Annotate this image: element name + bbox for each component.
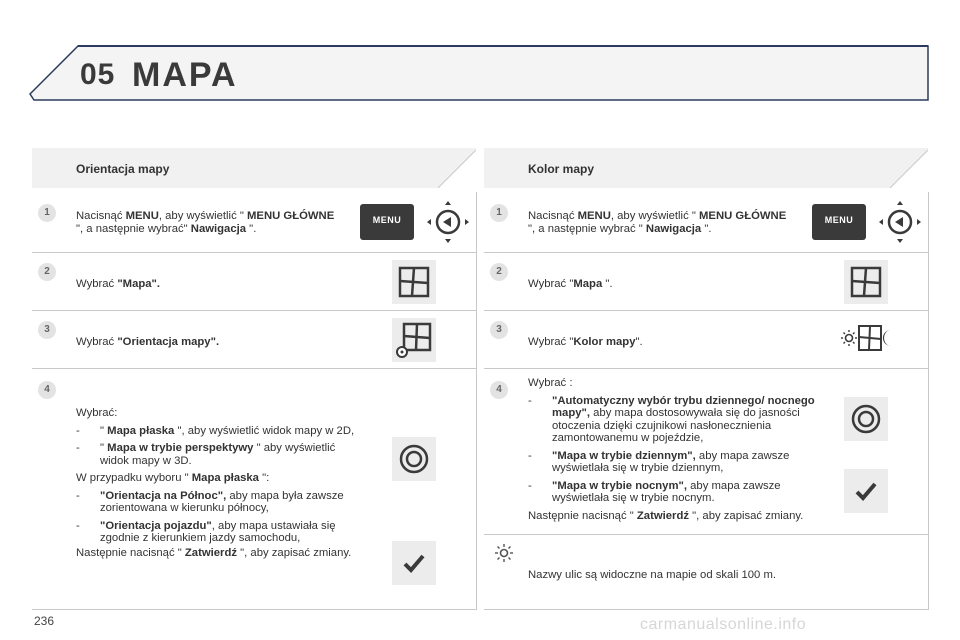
right-section-title: Kolor mapy: [528, 162, 595, 176]
right-step-2: [484, 252, 928, 311]
left-step-4-text: Wybrać: - " Mapa płaska ", aby wyświetlić widok mapy w 2D, - " Mapa w trybie perspektywy " aby wyświetlić widok mapy w 3D. W przypadku wyboru " Mapa płaska ": - "Orientacja na Północ", aby mapa była zawsze zorientowana w kierunku północy, - "Orientacja pojazdu", aby mapa ustawiała się zgodnie z kierunkiem jazdy samochodu, Następnie nacisnąć " Zatwierdź ", aby zapisać zmiany.: [76, 407, 355, 559]
note-text: Nazwy ulic są widoczne na mapie od skali 100 m.: [528, 569, 777, 581]
step-number: 2: [490, 263, 508, 281]
menu-button: MENU: [360, 204, 414, 240]
page-number: 236: [34, 614, 55, 628]
map-settings-icon-box: [392, 318, 436, 362]
right-step-1: [484, 192, 928, 252]
confirm-check-icon-box: [392, 541, 436, 585]
watermark: carmanualsonline.info: [640, 616, 807, 633]
step-number: 1: [490, 204, 508, 222]
right-note: [484, 534, 928, 609]
menu-button: MENU: [812, 204, 866, 240]
right-step-2-text: Wybrać "Mapa ".: [528, 278, 613, 290]
target-icon: [844, 397, 888, 441]
map-icon-box: [844, 260, 888, 304]
left-step-2: [32, 252, 476, 311]
right-step-3-text: Wybrać "Kolor mapy".: [528, 336, 643, 348]
confirm-check-icon-box: [844, 469, 888, 513]
check-icon: [392, 541, 436, 585]
chapter-title: MAPA: [132, 56, 238, 94]
left-step-2-text: Wybrać "Mapa".: [76, 278, 161, 290]
map-icon-box: [392, 260, 436, 304]
right-step-1-text: Nacisnąć MENU, aby wyświetlić " MENU GŁÓWNE ", a następnie wybrać " Nawigacja ".: [528, 210, 787, 235]
check-icon: [844, 469, 888, 513]
left-step-4: [32, 368, 476, 609]
right-step-4-text: Wybrać : - "Automatyczny wybór trybu dziennego/ nocnego mapy", aby mapa dostosowywała się do jasności otoczenia dzięki czujnikowi nasłonecznienia zamontowanemu w pojeździe, - "Mapa w trybie dziennym", aby mapa zawsze wyświetlała się w trybie dziennym, - "Mapa w trybie nocnym", aby mapa zawsze wyświetlała się w trybie nocnym. Następnie nacisnąć " Zatwierdź ", aby zapisać zmiany.: [528, 377, 815, 522]
target-icon-box: [844, 397, 888, 441]
left-section-title: Orientacja mapy: [76, 162, 170, 176]
right-step-4: [484, 368, 928, 535]
left-step-3: [32, 310, 476, 369]
step-number: 4: [490, 381, 508, 399]
day-night-map-icon: [840, 318, 896, 362]
right-step-3: [484, 310, 928, 369]
map-icon: [392, 260, 436, 304]
step-number: 4: [38, 381, 56, 399]
dial-left-arrow-icon: [876, 198, 924, 246]
left-step-1-text: Nacisnąć MENU, aby wyświetlić " MENU GŁÓWNE ", a następnie wybrać" Nawigacja ".: [76, 210, 335, 235]
left-step-1: [32, 192, 476, 252]
dial-left-arrow-icon: [424, 198, 472, 246]
step-number: 3: [38, 321, 56, 339]
chapter-header: [0, 0, 960, 110]
left-step-3-text: Wybrać "Orientacja mapy".: [76, 336, 220, 348]
step-number: 2: [38, 263, 56, 281]
step-number: 1: [38, 204, 56, 222]
step-number: 3: [490, 321, 508, 339]
map-icon: [844, 260, 888, 304]
map-settings-icon: [392, 318, 436, 362]
target-icon: [392, 437, 436, 481]
chapter-number: 05: [80, 58, 116, 91]
sun-icon: [494, 543, 514, 563]
target-icon-box: [392, 437, 436, 481]
